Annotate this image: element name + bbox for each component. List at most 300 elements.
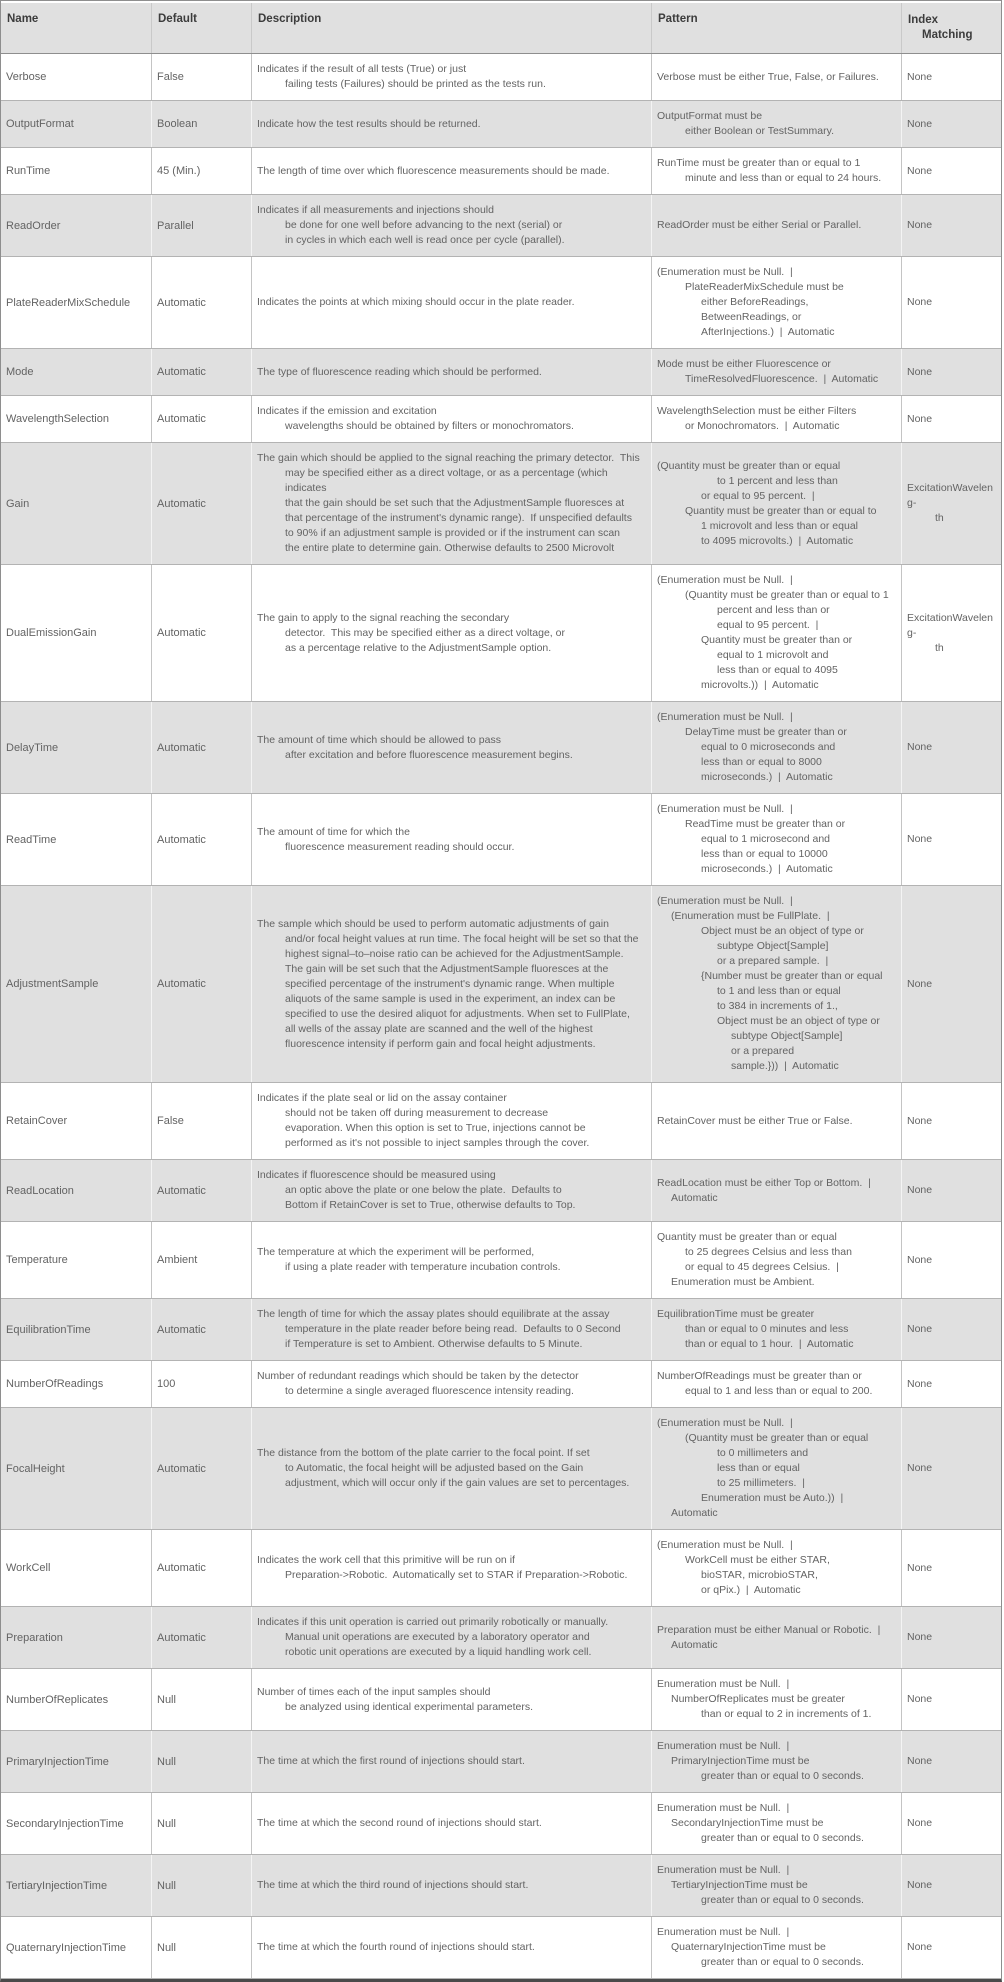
default-value-text: Automatic (157, 296, 206, 309)
description-line: Indicates the work cell that this primitive will be run on if (257, 1554, 515, 1566)
option-name-text: RetainCover (6, 1115, 68, 1127)
pattern-line: RunTime must be greater than or equal to 1 (657, 157, 861, 169)
description-line: if Temperature is set to Ambient. Otherwise defaults to 5 Minute. (285, 1338, 583, 1350)
table-row (1, 1855, 1001, 1917)
cell-option-name (1, 702, 151, 793)
default-value-text: Automatic (157, 1462, 206, 1475)
pattern-line: RetainCover must be either True or False. (657, 1114, 853, 1127)
default-value-text: Null (157, 1755, 176, 1768)
table-row (1, 1408, 1001, 1530)
description-line: as a percentage relative to the AdjustmentSample option. (285, 641, 552, 654)
cell-index-matching (901, 1731, 1001, 1792)
table-row (1, 195, 1001, 257)
option-name-text: Mode (6, 366, 34, 378)
cell-default-value (151, 1793, 251, 1854)
pattern-line: microvolts.)) | Automatic (701, 679, 819, 691)
cell-default-value (151, 443, 251, 564)
table-row (1, 101, 1001, 148)
cell-description (251, 1731, 651, 1792)
pattern-line: bioSTAR, microbioSTAR, (701, 1569, 818, 1581)
cell-description (251, 195, 651, 256)
index-matching-line: ExcitationWaveleng- (907, 482, 993, 509)
cell-description (251, 702, 651, 793)
pattern-line: less than or equal to 10000 (701, 848, 828, 860)
pattern-line: (Quantity must be greater than or equal to 1 (685, 589, 889, 601)
default-value-text: Automatic (157, 978, 206, 990)
default-value-text: Boolean (157, 118, 198, 130)
cell-pattern (651, 1083, 901, 1159)
table-row (1, 396, 1001, 443)
default-value-text: Null (157, 1879, 176, 1892)
cell-index-matching (901, 396, 1001, 442)
index-matching-line: None (907, 977, 933, 990)
pattern-line: Verbose must be either True, False, or Failures. (657, 70, 879, 83)
pattern-line: to 25 degrees Celsius and less than (685, 1246, 852, 1258)
table-row (1, 565, 1001, 702)
cell-default-value (151, 1731, 251, 1792)
cell-pattern (651, 349, 901, 395)
description-line: The sample which should be used to perform automatic adjustments of gain (257, 917, 609, 930)
index-matching-line: None (907, 365, 933, 378)
option-name-text: OutputFormat (6, 118, 74, 130)
cell-index-matching (901, 443, 1001, 564)
pattern-line: Quantity must be greater than or (701, 634, 853, 646)
cell-pattern (651, 1607, 901, 1668)
pattern-line: either Boolean or TestSummary. (685, 125, 835, 137)
cell-option-name (1, 1222, 151, 1298)
pattern-line: to 0 millimeters and (717, 1447, 809, 1459)
cell-index-matching (901, 1299, 1001, 1360)
pattern-line: equal to 0 microseconds and (701, 741, 836, 753)
cell-description (251, 886, 651, 1082)
description-line: The length of time over which fluorescence measurements should be made. (257, 164, 610, 177)
index-matching-line: None (907, 1323, 933, 1335)
default-value-text: Automatic (157, 413, 206, 425)
header-default: Default (151, 3, 251, 53)
table-row (1, 257, 1001, 349)
description-line: The amount of time for which the (257, 825, 410, 838)
index-matching-line: None (907, 219, 933, 231)
description-line: The length of time for which the assay plates should equilibrate at the assay (257, 1308, 610, 1320)
description-line: The time at which the second round of injections should start. (257, 1817, 542, 1829)
cell-pattern (651, 443, 901, 564)
cell-index-matching (901, 257, 1001, 348)
cell-option-name (1, 101, 151, 147)
description-line: The time at which the third round of injections should start. (257, 1879, 529, 1891)
pattern-line: or a prepared sample. | (717, 955, 829, 967)
description-line: The type of fluorescence reading which should be performed. (257, 365, 542, 378)
cell-description (251, 1299, 651, 1360)
pattern-line: NumberOfReplicates must be greater (671, 1693, 845, 1705)
option-name-text: PrimaryInjectionTime (6, 1755, 109, 1768)
cell-option-name (1, 886, 151, 1082)
index-matching-line: th (935, 512, 944, 524)
cell-index-matching (901, 195, 1001, 256)
option-name-text: QuaternaryInjectionTime (6, 1941, 127, 1954)
cell-index-matching (901, 1793, 1001, 1854)
header-name: Name (7, 13, 39, 25)
cell-index-matching (901, 54, 1001, 100)
default-value-text: Null (157, 1941, 176, 1954)
option-name-text: SecondaryInjectionTime (6, 1817, 124, 1830)
option-name-text: DualEmissionGain (6, 627, 97, 639)
pattern-line: Automatic (671, 1638, 718, 1651)
index-matching-line: None (907, 1817, 933, 1829)
cell-description (251, 1855, 651, 1916)
pattern-line: EquilibrationTime must be greater (657, 1308, 815, 1320)
description-line: fluorescence intensity if perform gain and focal height adjustments. (285, 1037, 596, 1050)
default-value-text: False (157, 1115, 184, 1127)
cell-description (251, 396, 651, 442)
cell-option-name (1, 1731, 151, 1792)
description-line: may be specified either as a direct voltage, or as a percentage (which indicates (285, 467, 611, 494)
pattern-line: (Enumeration must be Null. | (657, 803, 793, 815)
pattern-line: minute and less than or equal to 24 hours. (685, 172, 882, 184)
table-row (1, 1793, 1001, 1855)
index-matching-line: None (907, 1377, 933, 1390)
index-matching-line: None (907, 1879, 933, 1891)
table-row (1, 886, 1001, 1083)
cell-index-matching (901, 1607, 1001, 1668)
index-matching-line: None (907, 117, 933, 130)
cell-default-value (151, 257, 251, 348)
cell-option-name (1, 396, 151, 442)
pattern-line: equal to 1 microvolt and (717, 649, 829, 661)
pattern-line: subtype Object[Sample] (717, 940, 829, 952)
cell-option-name (1, 195, 151, 256)
cell-description (251, 1160, 651, 1221)
description-line: that percentage of the instrument's dynamic range). If unspecified defaults (285, 512, 632, 524)
cell-pattern (651, 1793, 901, 1854)
pattern-line: (Enumeration must be Null. | (657, 711, 793, 723)
pattern-line: Enumeration must be Null. | (657, 1678, 790, 1690)
description-line: the entire plate to determine gain. Otherwise defaults to 2500 Microvolt (285, 542, 615, 554)
pattern-line: BetweenReadings, or (701, 311, 802, 323)
cell-pattern (651, 1669, 901, 1730)
cell-pattern (651, 1299, 901, 1360)
table-body (1, 54, 1001, 1979)
description-line: evaporation. When this option is set to True, injections cannot be (285, 1122, 586, 1134)
cell-pattern (651, 794, 901, 885)
pattern-line: or qPix.) | Automatic (701, 1584, 801, 1596)
cell-default-value (151, 195, 251, 256)
table-header-row (1, 3, 1001, 54)
pattern-line: PrimaryInjectionTime must be (671, 1755, 810, 1767)
pattern-line: less than or equal (717, 1462, 800, 1474)
table-row (1, 54, 1001, 101)
cell-default-value (151, 54, 251, 100)
table-row (1, 1530, 1001, 1607)
pattern-line: (Enumeration must be FullPlate. | (671, 910, 830, 922)
table-row (1, 148, 1001, 195)
description-line: The time at which the first round of injections should start. (257, 1755, 525, 1767)
cell-index-matching (901, 1408, 1001, 1529)
cell-option-name (1, 1855, 151, 1916)
pattern-line: to 4095 microvolts.) | Automatic (701, 534, 854, 547)
cell-description (251, 443, 651, 564)
index-matching-line: None (907, 1462, 933, 1474)
cell-description (251, 101, 651, 147)
option-name-text: DelayTime (6, 741, 59, 754)
option-name-text: ReadOrder (6, 219, 61, 232)
description-line: Preparation->Robotic. Automatically set to STAR if Preparation->Robotic. (285, 1569, 628, 1581)
pattern-line: microseconds.) | Automatic (701, 863, 833, 875)
pattern-line: less than or equal to 4095 (717, 664, 838, 676)
option-name-text: PlateReaderMixSchedule (6, 296, 131, 309)
cell-index-matching (901, 702, 1001, 793)
cell-default-value (151, 1408, 251, 1529)
cell-index-matching (901, 794, 1001, 885)
pattern-line: (Enumeration must be Null. | (657, 266, 793, 278)
description-line: Indicate how the test results should be returned. (257, 117, 481, 130)
cell-option-name (1, 1917, 151, 1978)
cell-pattern (651, 396, 901, 442)
default-value-text: Automatic (157, 1184, 206, 1197)
cell-default-value (151, 565, 251, 701)
pattern-line: TertiaryInjectionTime must be (671, 1879, 808, 1891)
description-line: Indicates the points at which mixing should occur in the plate reader. (257, 296, 575, 308)
pattern-line: Quantity must be greater than or equal to (685, 504, 877, 517)
cell-description (251, 148, 651, 194)
pattern-line: SecondaryInjectionTime must be (671, 1817, 824, 1829)
description-line: detector. This may be specified either as a direct voltage, or (285, 626, 565, 639)
description-line: to determine a single averaged fluorescence intensity reading. (285, 1385, 574, 1397)
cell-option-name (1, 1669, 151, 1730)
index-matching-line: None (907, 1114, 933, 1127)
table-row (1, 443, 1001, 565)
option-name-text: Preparation (6, 1631, 63, 1644)
pattern-line: equal to 95 percent. | (717, 619, 819, 631)
cell-index-matching (901, 1083, 1001, 1159)
pattern-line: than or equal to 2 in increments of 1. (701, 1708, 872, 1720)
table-row (1, 1083, 1001, 1160)
description-line: The gain to apply to the signal reaching the secondary (257, 611, 510, 624)
index-matching-line: None (907, 833, 933, 845)
description-line: The distance from the bottom of the plate carrier to the focal point. If set (257, 1447, 590, 1459)
description-line: in cycles in which each well is read once per cycle (parallel). (285, 234, 565, 246)
description-line: Indicates if this unit operation is carried out primarily robotically or manually. (257, 1616, 609, 1628)
description-line: that the gain should be set such that the AdjustmentSample fluoresces at (285, 497, 625, 509)
index-matching-line: None (907, 164, 933, 177)
cell-default-value (151, 1083, 251, 1159)
pattern-line: ReadLocation must be either Top or Bottom. | (657, 1176, 871, 1189)
cell-description (251, 565, 651, 701)
description-line: The temperature at which the experiment will be performed, (257, 1246, 535, 1258)
option-name-text: Temperature (6, 1254, 68, 1266)
table-row (1, 349, 1001, 396)
cell-option-name (1, 148, 151, 194)
pattern-line: to 25 millimeters. | (717, 1477, 805, 1489)
pattern-line: or Monochromators. | Automatic (685, 420, 840, 432)
cell-description (251, 1361, 651, 1407)
description-line: Manual unit operations are executed by a laboratory operator and (285, 1631, 590, 1643)
default-value-text: False (157, 71, 184, 83)
pattern-line: subtype Object[Sample] (731, 1030, 843, 1042)
cell-index-matching (901, 1669, 1001, 1730)
description-line: temperature in the plate reader before being read. Defaults to 0 Second (285, 1323, 621, 1335)
header-index-matching (901, 3, 1001, 53)
table-row (1, 1361, 1001, 1408)
cell-index-matching (901, 101, 1001, 147)
cell-description (251, 1408, 651, 1529)
pattern-line: greater than or equal to 0 seconds. (701, 1894, 864, 1906)
cell-index-matching (901, 1855, 1001, 1916)
table-row (1, 1299, 1001, 1361)
cell-pattern (651, 565, 901, 701)
cell-pattern (651, 101, 901, 147)
cell-index-matching (901, 1160, 1001, 1221)
table-row (1, 1731, 1001, 1793)
cell-default-value (151, 794, 251, 885)
description-line: to Automatic, the focal height will be adjusted based on the Gain (285, 1462, 584, 1474)
index-matching-line: None (907, 741, 933, 753)
description-line: after excitation and before fluorescence measurement begins. (285, 748, 573, 761)
cell-option-name (1, 1299, 151, 1360)
index-matching-line: None (907, 70, 933, 83)
cell-option-name (1, 443, 151, 564)
description-line: Indicates if the emission and excitation (257, 405, 437, 417)
cell-default-value (151, 1361, 251, 1407)
pattern-line: {Number must be greater than or equal (701, 970, 883, 982)
cell-option-name (1, 1160, 151, 1221)
option-name-text: WorkCell (6, 1562, 51, 1574)
cell-pattern (651, 148, 901, 194)
pattern-line: Automatic (671, 1191, 718, 1204)
default-value-text: Null (157, 1817, 176, 1830)
cell-pattern (651, 886, 901, 1082)
cell-index-matching (901, 886, 1001, 1082)
description-line: be analyzed using identical experimental parameters. (285, 1700, 534, 1713)
index-matching-line: None (907, 412, 933, 425)
description-line: Number of redundant readings which should be taken by the detector (257, 1370, 579, 1382)
cell-pattern (651, 1731, 901, 1792)
pattern-line: sample.})) | Automatic (731, 1060, 839, 1072)
pattern-line: Quantity must be greater than or equal (657, 1231, 837, 1243)
default-value-text: Automatic (157, 1631, 206, 1644)
index-matching-line: None (907, 1755, 933, 1767)
cell-description (251, 1669, 651, 1730)
option-name-text: NumberOfReadings (6, 1378, 104, 1390)
pattern-line: or equal to 45 degrees Celsius. | (685, 1261, 839, 1273)
header-index-line1: Index (908, 14, 939, 26)
option-name-text: AdjustmentSample (6, 978, 99, 990)
pattern-line: equal to 1 microsecond and (701, 833, 830, 845)
table-row (1, 794, 1001, 886)
pattern-line: 1 microvolt and less than or equal (701, 519, 859, 532)
cell-option-name (1, 1408, 151, 1529)
default-value-text: Null (157, 1693, 176, 1706)
description-line: and/or focal height values at run time. The focal height will be set so that the (285, 932, 639, 945)
cell-option-name (1, 1530, 151, 1606)
cell-default-value (151, 101, 251, 147)
pattern-line: QuaternaryInjectionTime must be (671, 1941, 826, 1953)
cell-index-matching (901, 1222, 1001, 1298)
pattern-line: greater than or equal to 0 seconds. (701, 1770, 864, 1782)
pattern-line: (Quantity must be greater than or equal (685, 1432, 869, 1444)
default-value-text: Automatic (157, 741, 206, 754)
header-pattern: Pattern (651, 3, 901, 53)
pattern-line: than or equal to 0 minutes and less (685, 1323, 849, 1335)
cell-description (251, 54, 651, 100)
pattern-line: WorkCell must be either STAR, (685, 1554, 830, 1566)
cell-default-value (151, 1222, 251, 1298)
pattern-line: Enumeration must be Null. | (657, 1926, 790, 1938)
cell-pattern (651, 1222, 901, 1298)
description-line: aliquots of the same sample is used in the experiment, an index can be (285, 992, 616, 1005)
pattern-line: NumberOfReadings must be greater than or (657, 1370, 862, 1382)
pattern-line: PlateReaderMixSchedule must be (685, 281, 844, 293)
cell-default-value (151, 1607, 251, 1668)
cell-description (251, 1222, 651, 1298)
table-row (1, 1222, 1001, 1299)
index-matching-line: None (907, 1941, 933, 1953)
description-line: adjustment, which will occur only if the gain values are set to percentages. (285, 1477, 630, 1489)
pattern-line: Mode must be either Fluorescence or (657, 358, 831, 370)
cell-pattern (651, 1160, 901, 1221)
cell-pattern (651, 257, 901, 348)
index-matching-line: None (907, 1693, 933, 1705)
description-line: Indicates if the result of all tests (True) or just (257, 63, 467, 75)
index-matching-line: None (907, 1253, 933, 1266)
cell-pattern (651, 1408, 901, 1529)
cell-description (251, 257, 651, 348)
description-line: wavelengths should be obtained by filters or monochromators. (285, 420, 574, 432)
description-line: performed as it's not possible to inject samples through the cover. (285, 1137, 590, 1149)
pattern-line: greater than or equal to 0 seconds. (701, 1832, 864, 1844)
option-name-text: Gain (6, 497, 30, 510)
cell-default-value (151, 702, 251, 793)
description-line: robotic unit operations are executed by a liquid handling work cell. (285, 1646, 592, 1658)
pattern-line: to 1 and less than or equal (717, 985, 841, 997)
cell-description (251, 794, 651, 885)
pattern-line: AfterInjections.) | Automatic (701, 326, 835, 338)
description-line: The time at which the fourth round of injections should start. (257, 1941, 535, 1953)
pattern-line: either BeforeReadings, (701, 296, 809, 308)
description-line: failing tests (Failures) should be printed as the tests run. (285, 78, 546, 90)
pattern-line: TimeResolvedFluorescence. | Automatic (685, 373, 879, 385)
description-line: Bottom if RetainCover is set to True, otherwise defaults to Top. (285, 1199, 576, 1211)
pattern-line: (Quantity must be greater than or equal (657, 459, 841, 472)
cell-default-value (151, 148, 251, 194)
pattern-line: Object must be an object of type or (701, 925, 864, 937)
index-matching-line: None (907, 1561, 933, 1574)
pattern-line: or equal to 95 percent. | (701, 489, 815, 502)
table-row (1, 1160, 1001, 1222)
default-value-text: 100 (157, 1378, 176, 1390)
index-matching-line: None (907, 1631, 933, 1643)
cell-default-value (151, 1855, 251, 1916)
index-matching-line: ExcitationWaveleng- (907, 611, 993, 639)
option-name-text: RunTime (6, 165, 51, 177)
cell-option-name (1, 565, 151, 701)
pattern-line: Preparation must be either Manual or Robotic. | (657, 1623, 881, 1636)
pattern-line: to 384 in increments of 1., (717, 1000, 838, 1012)
cell-default-value (151, 1299, 251, 1360)
cell-option-name (1, 1607, 151, 1668)
cell-description (251, 1607, 651, 1668)
description-line: The gain will be set such that the AdjustmentSample fluoresces at the (285, 962, 609, 975)
cell-pattern (651, 702, 901, 793)
cell-description (251, 349, 651, 395)
default-value-text: Automatic (157, 366, 206, 378)
header-description: Description (251, 3, 651, 53)
cell-description (251, 1530, 651, 1606)
description-line: The amount of time which should be allowed to pass (257, 733, 501, 746)
default-value-text: 45 (Min.) (157, 165, 201, 177)
cell-option-name (1, 257, 151, 348)
cell-default-value (151, 886, 251, 1082)
description-line: be done for one well before advancing to the next (serial) or (285, 219, 563, 231)
